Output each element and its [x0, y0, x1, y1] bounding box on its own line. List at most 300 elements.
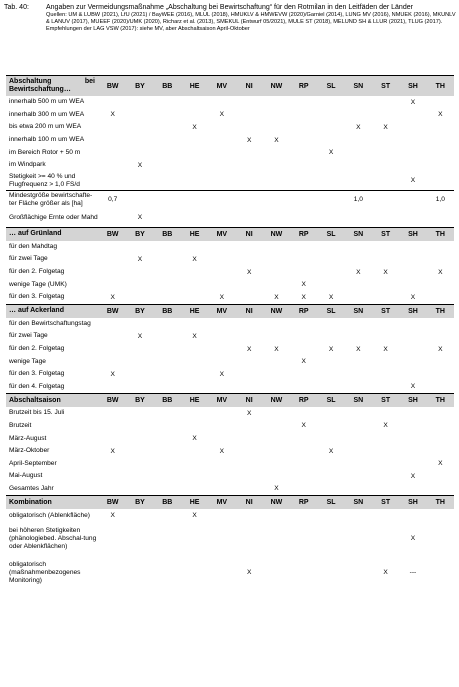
- table-cell: X: [110, 447, 115, 455]
- table-cell: X: [410, 98, 416, 106]
- table-cell: [126, 318, 153, 331]
- table-cell: [126, 190, 153, 209]
- table-cell: [154, 253, 181, 266]
- table-cell: [154, 134, 181, 147]
- table-cell: [345, 146, 372, 159]
- table-cell: [290, 266, 317, 279]
- table-cell: [154, 381, 181, 394]
- table-row: [6, 556, 454, 590]
- table-cell: X: [328, 447, 334, 455]
- table-cell: [345, 483, 372, 496]
- table-cell: [236, 291, 263, 304]
- table-cell: [236, 432, 263, 445]
- table-cell: X: [192, 255, 197, 263]
- table-cell: [181, 457, 208, 470]
- table-cell: [99, 343, 126, 356]
- table-cell: [126, 483, 153, 496]
- column-header-sn: SN: [345, 76, 372, 97]
- table-cell: [372, 159, 399, 172]
- table-cell: [181, 278, 208, 291]
- column-header-he: HE: [181, 76, 208, 97]
- row-label: Großflächige Ernte oder Mahd: [9, 213, 98, 221]
- table-cell: [372, 291, 399, 304]
- table-cell: [208, 241, 235, 254]
- table-cell: [345, 96, 372, 109]
- table-cell: [372, 381, 399, 394]
- table-row: [6, 96, 454, 109]
- column-header-bw: BW: [99, 76, 126, 97]
- table-cell: [427, 159, 454, 172]
- column-header-sl: SL: [317, 227, 344, 241]
- table-cell: [372, 368, 399, 381]
- table-cell: [154, 209, 181, 228]
- table-cell: [208, 146, 235, 159]
- table-cell: [181, 266, 208, 279]
- table-cell: [345, 278, 372, 291]
- table-cell: [208, 381, 235, 394]
- table-cell: [208, 159, 235, 172]
- table-cell: [208, 209, 235, 228]
- table-row: [6, 241, 454, 254]
- table-cell: [372, 190, 399, 209]
- column-header-bb: BB: [154, 304, 181, 318]
- row-label: für den 2. Folgetag: [9, 345, 65, 353]
- table-cell: [290, 159, 317, 172]
- table-caption: [4, 4, 456, 32]
- row-label: bis etwa 200 m um WEA: [9, 123, 82, 131]
- table-cell: [236, 209, 263, 228]
- table-cell: [372, 241, 399, 254]
- table-cell: X: [274, 293, 279, 301]
- header-word: Abschaltung: [9, 78, 52, 85]
- table-row: [6, 420, 454, 433]
- table-row: [6, 121, 454, 134]
- table-cell: X: [438, 111, 443, 119]
- table-cell: X: [246, 268, 252, 276]
- caption-title: Angaben zur Vermeidungsmaßnahme „Abschaltung bei Bewirtschaftung“ für den Rotmilan in den Leitfäden der Länder: [46, 4, 413, 11]
- table-cell: [290, 381, 317, 394]
- table-cell: [372, 407, 399, 420]
- row-label: für den Mahdtag: [9, 242, 58, 250]
- column-header-bb: BB: [154, 394, 181, 408]
- table-cell: X: [410, 383, 416, 391]
- column-header-nw: NW: [263, 304, 290, 318]
- table-cell: X: [301, 358, 306, 366]
- table-cell: X: [356, 268, 361, 276]
- table-cell: [126, 432, 153, 445]
- table-cell: [236, 355, 263, 368]
- table-cell: X: [356, 345, 361, 353]
- table-cell: [236, 159, 263, 172]
- table-cell: [345, 134, 372, 147]
- table-cell: [99, 134, 126, 147]
- table-row: [6, 445, 454, 458]
- column-header-nw: NW: [263, 227, 290, 241]
- table-cell: [290, 253, 317, 266]
- table-cell: [372, 445, 399, 458]
- table-cell: [154, 509, 181, 522]
- table-cell: [345, 522, 372, 556]
- table-cell: [317, 266, 344, 279]
- table-cell: [372, 146, 399, 159]
- table-cell: [290, 483, 317, 496]
- table-cell: [427, 134, 454, 147]
- table-cell: [154, 96, 181, 109]
- table-cell: [181, 96, 208, 109]
- table-cell: [263, 96, 290, 109]
- column-header-bb: BB: [154, 227, 181, 241]
- table-cell: [317, 420, 344, 433]
- table-cell: [372, 355, 399, 368]
- table-cell: [399, 343, 426, 356]
- column-header-bb: BB: [154, 76, 181, 97]
- column-header-mv: MV: [208, 76, 235, 97]
- table-cell: [427, 470, 454, 483]
- table-cell: [99, 432, 126, 445]
- table-cell: X: [410, 293, 416, 301]
- table-cell: X: [274, 345, 279, 353]
- table-cell: [236, 368, 263, 381]
- table-cell: [181, 318, 208, 331]
- table-cell: [372, 134, 399, 147]
- table-cell: [208, 483, 235, 496]
- table-cell: [154, 432, 181, 445]
- table-cell: [427, 209, 454, 228]
- table-cell: [99, 355, 126, 368]
- table-cell: [99, 278, 126, 291]
- table-cell: [263, 522, 290, 556]
- table-cell: [399, 278, 426, 291]
- table-cell: [345, 291, 372, 304]
- column-header-bw: BW: [99, 394, 126, 408]
- table-row: [6, 318, 454, 331]
- table-cell: X: [246, 409, 252, 417]
- table-cell: X: [328, 293, 334, 301]
- table-cell: [236, 381, 263, 394]
- column-header-ni: NI: [236, 496, 263, 510]
- table-cell: [345, 407, 372, 420]
- table-cell: [399, 241, 426, 254]
- table-cell: [345, 556, 372, 590]
- row-label: obligatorisch (maßnahmenbezogenes Monitoring): [9, 560, 81, 584]
- row-label: innerhalb 500 m um WEA: [9, 98, 85, 106]
- table-cell: [236, 318, 263, 331]
- column-header-sl: SL: [317, 76, 344, 97]
- table-cell: [263, 190, 290, 209]
- table-cell: [399, 457, 426, 470]
- table-cell: [154, 241, 181, 254]
- table-cell: [208, 318, 235, 331]
- table-cell: X: [328, 149, 334, 157]
- column-header-th: TH: [427, 496, 454, 510]
- table-row: [6, 432, 454, 445]
- column-header-ni: NI: [236, 394, 263, 408]
- table-row: [6, 470, 454, 483]
- table-cell: [427, 483, 454, 496]
- column-header-mv: MV: [208, 304, 235, 318]
- table-cell: X: [192, 123, 197, 131]
- table-cell: [399, 159, 426, 172]
- table-cell: [236, 241, 263, 254]
- table-cell: [290, 470, 317, 483]
- table-cell: [154, 190, 181, 209]
- table-cell: [317, 381, 344, 394]
- table-cell: [181, 172, 208, 191]
- table-cell: X: [137, 161, 143, 169]
- table-cell: [372, 483, 399, 496]
- table-cell: [427, 407, 454, 420]
- row-label: bei höheren Stetigkeiten (phänologiebed. Abschal-tung oder Ablenkflächen): [9, 526, 97, 550]
- table-cell: X: [383, 123, 388, 131]
- table-cell: [399, 407, 426, 420]
- column-header-he: HE: [181, 227, 208, 241]
- column-header-sl: SL: [317, 304, 344, 318]
- table-cell: [236, 457, 263, 470]
- row-label: für den 3. Folgetag: [9, 293, 65, 301]
- table-cell: [290, 556, 317, 590]
- table-cell: [372, 522, 399, 556]
- table-cell: [99, 381, 126, 394]
- table-cell: X: [219, 111, 225, 119]
- table-cell: [99, 146, 126, 159]
- row-label: innerhalb 300 m um WEA: [9, 110, 85, 118]
- table-cell: [99, 96, 126, 109]
- table-row: [6, 253, 454, 266]
- table-cell: [126, 420, 153, 433]
- table-cell: [263, 253, 290, 266]
- table-cell: X: [274, 136, 279, 144]
- column-header-nw: NW: [263, 394, 290, 408]
- table-cell: [208, 509, 235, 522]
- table-cell: [126, 343, 153, 356]
- table-cell: [126, 121, 153, 134]
- table-cell: [99, 330, 126, 343]
- column-header-bw: BW: [99, 227, 126, 241]
- table-row: [6, 278, 454, 291]
- table-cell: [317, 278, 344, 291]
- table-cell: X: [301, 422, 306, 430]
- table-cell: [236, 172, 263, 191]
- table-row: [6, 407, 454, 420]
- table-cell: [99, 209, 126, 228]
- table-cell: [154, 457, 181, 470]
- table-cell: [154, 420, 181, 433]
- table-cell: [263, 159, 290, 172]
- table-cell: [208, 330, 235, 343]
- table-cell: [345, 420, 372, 433]
- table-cell: [399, 109, 426, 122]
- table-cell: [99, 266, 126, 279]
- table-cell: [372, 253, 399, 266]
- table-cell: [345, 368, 372, 381]
- column-header-sh: SH: [399, 496, 426, 510]
- table-cell: 0,7: [99, 190, 126, 209]
- table-cell: [427, 291, 454, 304]
- table-cell: [399, 368, 426, 381]
- column-header-by: BY: [126, 496, 153, 510]
- table-cell: [345, 470, 372, 483]
- table-cell: [399, 266, 426, 279]
- table-cell: [154, 159, 181, 172]
- table-cell: [290, 509, 317, 522]
- column-header-ni: NI: [236, 76, 263, 97]
- table-cell: [154, 445, 181, 458]
- column-header-sh: SH: [399, 394, 426, 408]
- row-label: wenige Tage (UMK): [9, 280, 67, 288]
- table-cell: [126, 172, 153, 191]
- table-cell: [99, 121, 126, 134]
- column-header-bb: BB: [154, 496, 181, 510]
- table-cell: [317, 330, 344, 343]
- table-cell: [154, 355, 181, 368]
- table-cell: [290, 241, 317, 254]
- column-header-sl: SL: [317, 394, 344, 408]
- table-cell: X: [110, 512, 115, 520]
- table-row: [6, 266, 454, 279]
- table-cell: [154, 318, 181, 331]
- table-cell: [181, 109, 208, 122]
- table-cell: [427, 241, 454, 254]
- table-cell: [317, 457, 344, 470]
- table-cell: X: [383, 422, 388, 430]
- table-cell: [126, 509, 153, 522]
- column-header-st: ST: [372, 496, 399, 510]
- table-row: [6, 159, 454, 172]
- column-header-ni: NI: [236, 304, 263, 318]
- table-cell: [399, 134, 426, 147]
- column-header-rp: RP: [290, 227, 317, 241]
- section-header-label: … auf Ackerland: [6, 304, 99, 318]
- table-cell: [372, 470, 399, 483]
- header-word: Bewirtschaftung…: [9, 86, 71, 93]
- row-label: Mindestgröße bewirtschafte-ter Fläche größer als [ha]: [6, 190, 99, 209]
- table-cell: [263, 146, 290, 159]
- table-row: [6, 330, 454, 343]
- table-cell: [399, 445, 426, 458]
- table-row: [6, 109, 454, 122]
- column-header-by: BY: [126, 227, 153, 241]
- table-cell: [317, 432, 344, 445]
- column-header-by: BY: [126, 394, 153, 408]
- section-header-row: [6, 227, 454, 241]
- table-row: [6, 381, 454, 394]
- column-header-sh: SH: [399, 304, 426, 318]
- table-cell: [427, 509, 454, 522]
- table-cell: [208, 190, 235, 209]
- table-cell: [126, 522, 153, 556]
- table-cell: [372, 96, 399, 109]
- table-cell: [181, 445, 208, 458]
- table-cell: [126, 109, 153, 122]
- table-cell: [317, 483, 344, 496]
- table-cell: [290, 457, 317, 470]
- table-cell: [317, 355, 344, 368]
- column-header-bw: BW: [99, 496, 126, 510]
- table-cell: [154, 522, 181, 556]
- table-cell: X: [410, 535, 416, 543]
- section-header-row: [6, 76, 454, 97]
- table-cell: [399, 483, 426, 496]
- row-label: für den 4. Folgetag: [9, 382, 65, 390]
- table-cell: [317, 253, 344, 266]
- row-label: März-August: [9, 434, 47, 442]
- table-cell: [345, 355, 372, 368]
- table-cell: [345, 445, 372, 458]
- column-header-sh: SH: [399, 76, 426, 97]
- table-cell: [236, 278, 263, 291]
- table-cell: [427, 355, 454, 368]
- table-cell: [126, 355, 153, 368]
- table-cell: [263, 381, 290, 394]
- table-cell: [427, 253, 454, 266]
- table-cell: [99, 253, 126, 266]
- section-header-row: [6, 304, 454, 318]
- table-cell: [399, 121, 426, 134]
- table-cell: [126, 241, 153, 254]
- table-cell: [427, 445, 454, 458]
- table-cell: [263, 318, 290, 331]
- table-cell: [317, 209, 344, 228]
- table-cell: [236, 470, 263, 483]
- table-row: [6, 291, 454, 304]
- table-cell: [126, 134, 153, 147]
- column-header-sn: SN: [345, 394, 372, 408]
- table-cell: X: [219, 293, 225, 301]
- row-label: Brutzeit bis 15. Juli: [9, 409, 65, 417]
- column-header-nw: NW: [263, 76, 290, 97]
- table-cell: [126, 266, 153, 279]
- table-cell: [236, 445, 263, 458]
- table-cell: [372, 318, 399, 331]
- table-cell: [290, 190, 317, 209]
- column-header-rp: RP: [290, 394, 317, 408]
- table-cell: [263, 330, 290, 343]
- table-cell: [181, 209, 208, 228]
- table-cell: X: [219, 447, 225, 455]
- table-cell: [208, 134, 235, 147]
- column-header-sn: SN: [345, 227, 372, 241]
- table-cell: [345, 457, 372, 470]
- table-cell: [345, 209, 372, 228]
- table-cell: [181, 368, 208, 381]
- table-row: [6, 368, 454, 381]
- column-header-rp: RP: [290, 496, 317, 510]
- table-cell: X: [192, 435, 197, 443]
- table-cell: X: [192, 512, 197, 520]
- table-cell: [154, 266, 181, 279]
- table-cell: [99, 470, 126, 483]
- table-cell: X: [110, 111, 115, 119]
- column-header-rp: RP: [290, 304, 317, 318]
- section-header-label: Abschaltsaison: [6, 394, 99, 408]
- table-cell: [208, 522, 235, 556]
- table-cell: [99, 556, 126, 590]
- table-cell: [263, 420, 290, 433]
- row-label: Stetigkeit >= 40 % und Flugfrequenz > 1,0 FS/d: [9, 172, 80, 188]
- table-cell: X: [137, 332, 143, 340]
- section-header-label: [6, 76, 99, 97]
- table-cell: [345, 172, 372, 191]
- table-cell: [317, 470, 344, 483]
- table-cell: X: [274, 485, 279, 493]
- column-header-ni: NI: [236, 227, 263, 241]
- table-cell: [99, 159, 126, 172]
- table-row: [6, 146, 454, 159]
- table-cell: [126, 457, 153, 470]
- column-header-st: ST: [372, 394, 399, 408]
- table-cell: X: [219, 370, 225, 378]
- table-cell: [427, 420, 454, 433]
